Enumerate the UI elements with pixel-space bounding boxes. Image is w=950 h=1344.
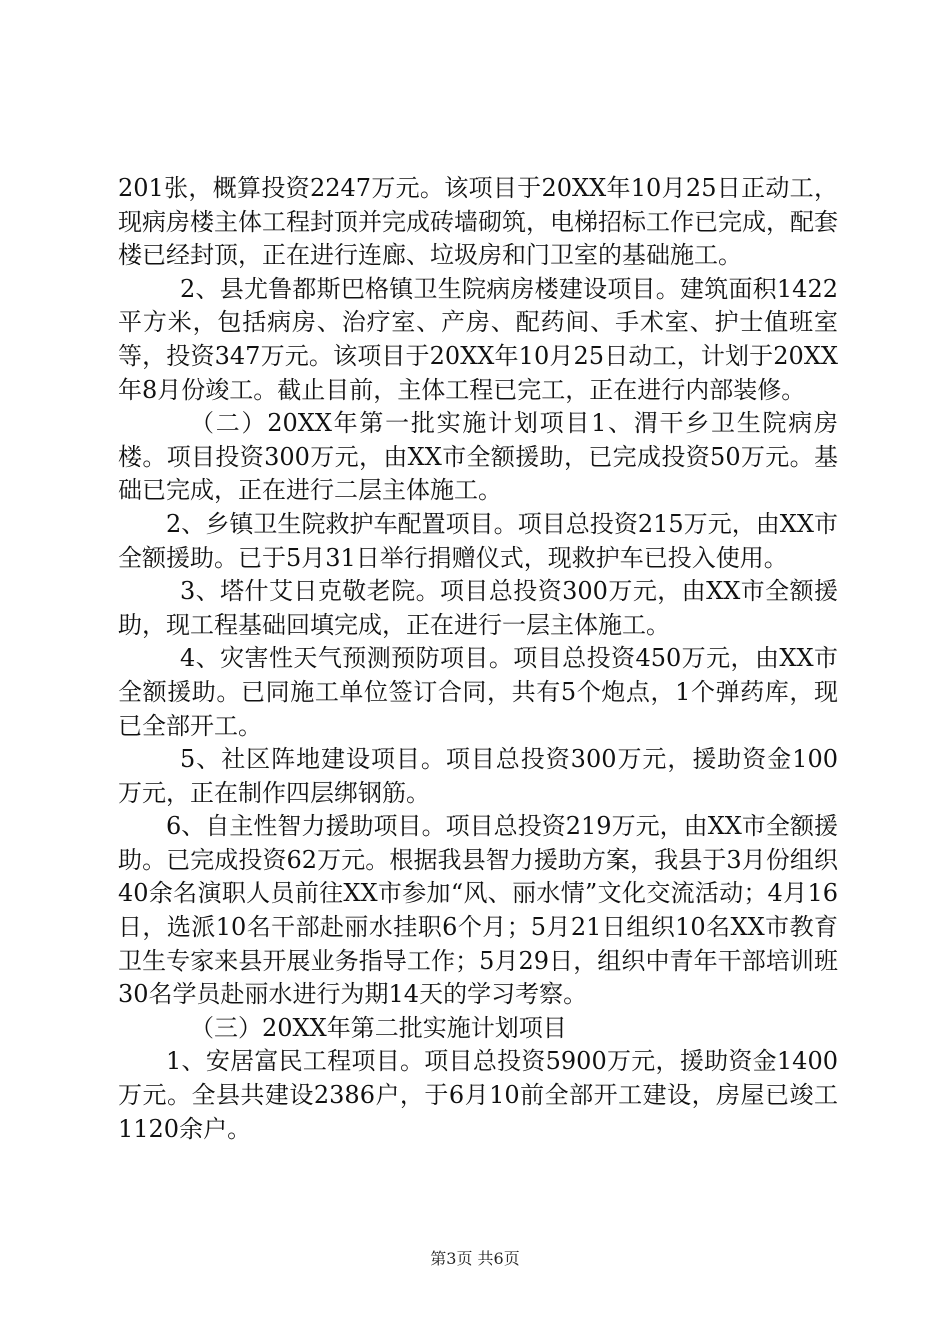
paragraph-first-batch: （二）20XX年第一批实施计划项目1、渭干乡卫生院病房楼。项目投资300万元，由XX市全额援助，已完成投资50万元。基础已完成，正在进行二层主体施工。 [118, 409, 838, 505]
page-footer: 第3页 共6页 [430, 1249, 520, 1268]
paragraph-second-batch-heading: （三）20XX年第二批实施计划项目 [190, 1013, 567, 1042]
paragraph-weather: 4、灾害性天气预测预防项目。项目总投资450万元，由XX市全额援助。已同施工单位签订合同，共有5个炮点，1个弹药库，现已全部开工。 [118, 644, 838, 740]
document-body [118, 172, 838, 1146]
paragraph-hospital-continued: 201张，概算投资2247万元。该项目于20XX年10月25日正动工，现病房楼主体工程封顶并完成砖墙砌筑，电梯招标工作已完成，配套楼已经封顶，正在进行连廊、垃圾房和门卫室的基础施工。 [118, 174, 838, 270]
paragraph-housing: 1、安居富民工程项目。项目总投资5900万元，援助资金1400万元。全县共建设2386户，于6月10前全部开工建设，房屋已竣工1120余户。 [118, 1047, 838, 1143]
paragraph-ambulance: 2、乡镇卫生院救护车配置项目。项目总投资215万元，由XX市全额援助。已于5月31日举行捐赠仪式，现救护车已投入使用。 [118, 509, 838, 572]
paragraph-nursing-home: 3、塔什艾日克敬老院。项目总投资300万元，由XX市全额援助，现工程基础回填完成，正在进行一层主体施工。 [118, 577, 838, 639]
paragraph-community: 5、社区阵地建设项目。项目总投资300万元，援助资金100万元，正在制作四层绑钢筋。 [118, 745, 838, 807]
paragraph-township-hospital: 2、县尤鲁都斯巴格镇卫生院病房楼建设项目。建筑面积1422平方米，包括病房、治疗室、产房、配药间、手术室、护士值班室等，投资347万元。该项目于20XX年10月25日动工，计划于20XX年8月份竣工。截止目前，主体工程已完工，正在进行内部装修。 [118, 274, 838, 404]
paragraph-intellectual-aid: 6、自主性智力援助项目。项目总投资219万元，由XX市全额援助。已完成投资62万元。根据我县智力援助方案，我县于3月份组织40余名演职人员前往XX市参加“风、丽水情”文化交流活动；4月16日，选派10名干部赴丽水挂职6个月；5月21日组织10名XX市教育卫生专家来县开展业务指导工作；5月29日，组织中青年干部培训班30名学员赴丽水进行为期14天的学习考察。 [118, 812, 838, 1009]
